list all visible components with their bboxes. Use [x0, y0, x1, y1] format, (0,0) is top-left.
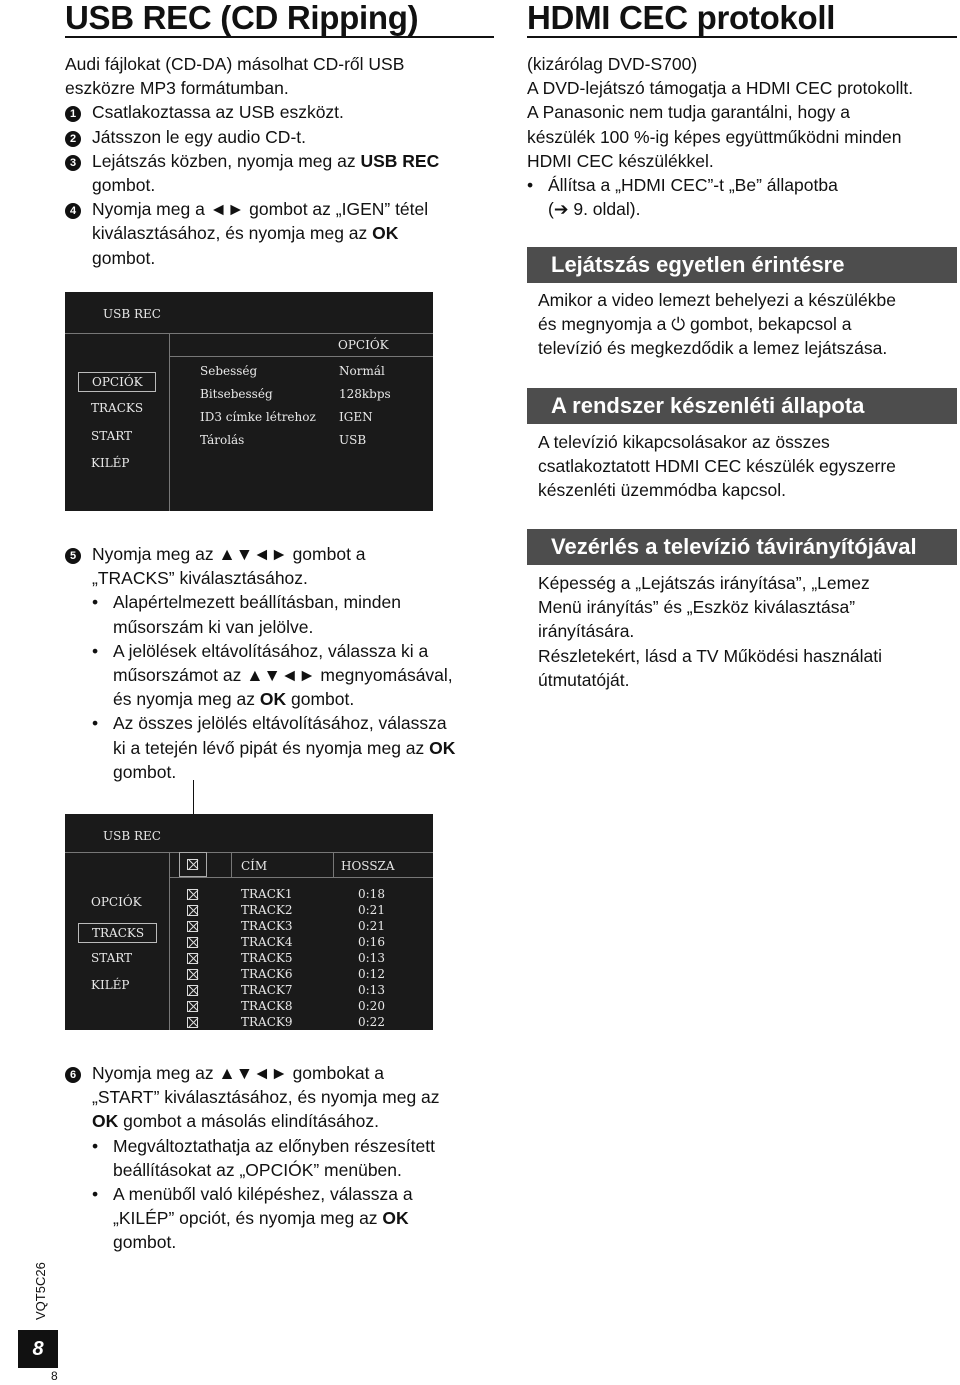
osd-setting-value[interactable]: IGEN [339, 410, 373, 424]
step-number-icon: 5 [65, 548, 81, 564]
track-name[interactable]: TRACK4 [241, 935, 293, 949]
step-4-cont: kiválasztásához, és nyomja meg az OK [92, 223, 399, 244]
track-name[interactable]: TRACK5 [241, 951, 293, 965]
osd-menu-start[interactable]: START [91, 429, 133, 443]
osd-menu-kilep[interactable]: KILÉP [91, 978, 130, 992]
osd-setting-label: Sebesség [200, 364, 258, 378]
bullet-icon: • [92, 1184, 99, 1205]
step-1: 1 Csatlakoztassa az USB eszközt. [65, 100, 495, 124]
left-title-rule [65, 36, 494, 38]
step-number-icon: 2 [65, 131, 81, 147]
osd-divider [65, 333, 433, 334]
step-2: 2 Játsszon le egy audio CD-t. [65, 125, 495, 149]
track-checkbox[interactable] [187, 953, 198, 964]
section-heading-tv-remote: Vezérlés a televízió távirányítójával [527, 529, 957, 565]
osd-menu-tracks[interactable]: TRACKS [91, 401, 144, 415]
osd-header: USB REC [103, 307, 161, 321]
track-length: 0:13 [358, 983, 385, 997]
step-number-icon: 4 [65, 203, 81, 219]
usb-rec-button-label: USB REC [360, 150, 440, 171]
track-checkbox[interactable] [187, 969, 198, 980]
step-number-icon: 6 [65, 1067, 81, 1083]
osd-header: USB REC [103, 829, 161, 843]
osd-column-header: OPCIÓK [338, 338, 389, 352]
osd-column-title: CÍM [241, 859, 268, 873]
step-4: 4 Nyomja meg a ◄► gombot az „IGEN” tétel [65, 197, 495, 221]
osd-divider [169, 877, 433, 878]
section-body: A televízió kikapcsolásakor az összes csatlakoztatott HDMI CEC készülék egyszerre készenléti üzemmódba kapcsol. [538, 432, 896, 501]
osd-menu-kilep[interactable]: KILÉP [91, 456, 130, 470]
osd-setting-value[interactable]: Normál [339, 364, 385, 378]
track-name[interactable]: TRACK6 [241, 967, 293, 981]
osd-options-screen [65, 292, 433, 511]
bullet-icon: • [92, 713, 99, 734]
track-length: 0:22 [358, 1015, 385, 1029]
bullet-icon: • [92, 1135, 99, 1156]
bullet-item: • A jelölések eltávolításához, válassza ki a [65, 639, 505, 663]
osd-column-length: HOSSZA [341, 859, 395, 873]
osd-divider [169, 852, 170, 1030]
osd-divider [333, 852, 334, 877]
left-intro-block [65, 52, 495, 270]
osd-setting-label: ID3 címke létrehoz [200, 410, 316, 424]
track-length: 0:13 [358, 951, 385, 965]
track-name[interactable]: TRACK8 [241, 999, 293, 1013]
osd-menu-opciok[interactable]: OPCIÓK [91, 895, 142, 909]
osd-setting-value[interactable]: 128kbps [339, 387, 391, 401]
section-heading-one-touch-play: Lejátszás egyetlen érintésre [527, 247, 957, 283]
model-code: VQT5C26 [33, 1262, 48, 1320]
track-name[interactable]: TRACK3 [241, 919, 293, 933]
right-title-rule [527, 36, 957, 38]
step-3-cont: gombot. [92, 175, 156, 196]
bullet-icon: • [527, 175, 534, 196]
track-name[interactable]: TRACK7 [241, 983, 293, 997]
bullet-item: • Az összes jelölés eltávolításához, válassza [65, 711, 505, 735]
intro-line: eszközre MP3 formátumban. [65, 78, 289, 99]
step-number-icon: 3 [65, 155, 81, 171]
ok-button-label: OK [372, 223, 399, 244]
osd-divider [231, 852, 232, 877]
step-6: 6 Nyomja meg az ▲▼◄► gombokat a [65, 1061, 505, 1085]
track-checkbox[interactable] [187, 905, 198, 916]
section-heading-standby: A rendszer készenléti állapota [527, 388, 957, 424]
bullet-icon: • [92, 640, 99, 661]
osd-divider [169, 333, 170, 511]
osd-menu-opciok[interactable]: OPCIÓK [78, 372, 156, 392]
page-number-box: 8 [18, 1330, 58, 1368]
track-name[interactable]: TRACK9 [241, 1015, 293, 1029]
track-length: 0:12 [358, 967, 385, 981]
bullet-item: • Megváltoztathatja az előnyben részesített [65, 1134, 505, 1158]
page-number-small: 8 [51, 1369, 58, 1383]
step-number-icon: 1 [65, 106, 81, 122]
right-section-title: HDMI CEC protokoll [527, 0, 836, 36]
osd-divider [169, 356, 433, 357]
osd-tracks-screen [65, 814, 433, 1030]
osd-menu-start[interactable]: START [91, 951, 133, 965]
track-length: 0:21 [358, 903, 385, 917]
bullet-item: • Alapértelmezett beállításban, minden [65, 590, 505, 614]
track-checkbox[interactable] [187, 1017, 198, 1028]
osd-setting-label: Bitsebesség [200, 387, 273, 401]
section-body: Képesség a „Lejátszás irányítása”, „Lemez Menü irányítás” és „Eszköz kiválasztása” irányítására. Részletekért, lásd a TV Működési használati útmutatóját. [538, 573, 883, 690]
track-checkbox[interactable] [187, 889, 198, 900]
track-name[interactable]: TRACK2 [241, 903, 293, 917]
track-checkbox[interactable] [187, 985, 198, 996]
section-body: Amikor a video lemezt behelyezi a készülékbe és megnyomja a ⏻ gombot, bekapcsol a televízió és megkezdődik a lemez lejátszása. [538, 290, 896, 359]
osd-setting-label: Tárolás [200, 433, 245, 447]
step-5-block: 5 Nyomja meg az ▲▼◄► gombot a „TRACKS” kiválasztásához. • Alapértelmezett beállításban, minden műsorszám ki van jelölve. • A jelölések eltávolításához, válassza ki a műsorszámot az ▲▼◄► megnyomásával, és nyomja meg az OK gombot. • Az összes jelölés eltávolításához, válassza ki a tetején lévő pipát és nyomja meg az OK gombot. [65, 542, 505, 784]
track-checkbox[interactable] [187, 937, 198, 948]
step-5: 5 Nyomja meg az ▲▼◄► gombot a [65, 542, 505, 566]
step-3: 3 Lejátszás közben, nyomja meg az USB REC [65, 149, 495, 173]
left-section-title: USB REC (CD Ripping) [65, 0, 419, 36]
track-checkbox[interactable] [187, 921, 198, 932]
track-length: 0:18 [358, 887, 385, 901]
osd-divider [65, 852, 433, 853]
hdmi-intro-block: (kizárólag DVD-S700) A DVD-lejátszó támogatja a HDMI CEC protokollt. A Panasonic nem tudja garantálni, hogy a készülék 100 %-ig képes együttműködni minden HDMI CEC készülékkel. • Állítsa a „HDMI CEC”-t „Be” állapotba (➔ 9. oldal). [527, 52, 957, 221]
osd-setting-value[interactable]: USB [339, 433, 367, 447]
bullet-icon: • [92, 592, 99, 613]
osd-menu-tracks[interactable]: TRACKS [78, 923, 157, 943]
bullet-item: • Állítsa a „HDMI CEC”-t „Be” állapotba [527, 173, 957, 197]
track-length: 0:21 [358, 919, 385, 933]
step-4-cont: gombot. [92, 247, 156, 268]
step-6-block: 6 Nyomja meg az ▲▼◄► gombokat a „START” kiválasztásához, és nyomja meg az OK gombot a másolás elindításához. • Megváltoztathatja az előnyben részesített beállításokat az „OPCIÓK” menüben. • A menüből való kilépéshez, válassza a „KILÉP” opciót, és nyomja meg az OK gombot. [65, 1061, 505, 1255]
select-all-highlight [179, 852, 207, 877]
intro-line: Audi fájlokat (CD-DA) másolhat CD-ről USB [65, 54, 405, 74]
track-checkbox[interactable] [187, 1001, 198, 1012]
track-length: 0:20 [358, 999, 385, 1013]
bullet-item: • A menüből való kilépéshez, válassza a [65, 1182, 505, 1206]
track-name[interactable]: TRACK1 [241, 887, 293, 901]
track-length: 0:16 [358, 935, 385, 949]
